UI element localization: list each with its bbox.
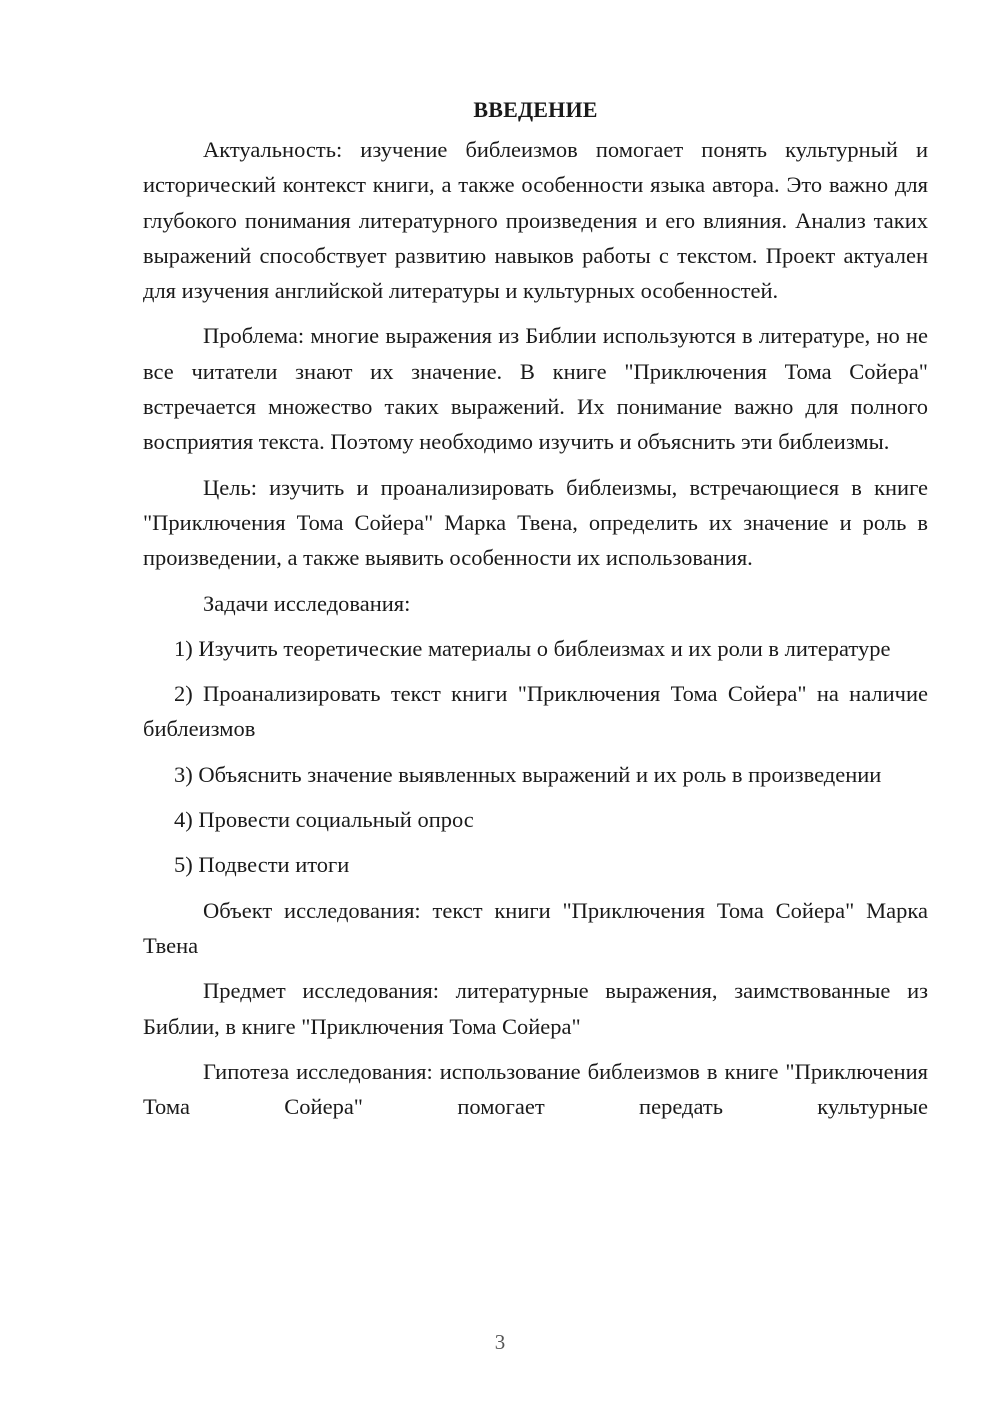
paragraph-object: Объект исследования: текст книги "Приключения Тома Сойера" Марка Твена [143, 897, 928, 958]
list-item: 1) Изучить теоретические материалы о библеизмах и их роли в литературе [174, 635, 891, 661]
list-item: 5) Подвести итоги [174, 852, 350, 878]
tasks-heading: Задачи исследования: [203, 590, 411, 616]
paragraph-goal: Цель: изучить и проанализировать библеизмы, встречающиеся в книге "Приключения Тома Сойера" Марка Твена, определить их значение и роль в произведении, а также выявить особенности их использования. [143, 474, 928, 571]
list-item: 2) Проанализировать текст книги "Приключения Тома Сойера" на наличие библеизмов [143, 681, 928, 742]
paragraph-subject: Предмет исследования: литературные выражения, заимствованные из Библии, в книге "Приключения Тома Сойера" [143, 978, 928, 1039]
list-item: 3) Объяснить значение выявленных выражений и их роль в произведении [174, 761, 882, 787]
list-item: 4) Провести социальный опрос [174, 807, 474, 833]
page-number: 3 [494, 1330, 506, 1354]
paragraph-hypothesis: Гипотеза исследования: использование библеизмов в книге "Приключения Тома Сойера" помогает передать культурные [143, 1058, 928, 1120]
page-title: ВВЕДЕНИЕ [473, 97, 598, 122]
document-page [143, 92, 928, 1134]
paragraph-problem: Проблема: многие выражения из Библии используются в литературе, но не все читатели знают их значение. В книге "Приключения Тома Сойера" встречается множество таких выражений. Их понимание важно для полного восприятия текста. Поэтому необходимо изучить и объяснить эти библеизмы. [143, 323, 928, 455]
paragraph-relevance: Актуальность: изучение библеизмов помогает понять культурный и исторический контекст книги, а также особенности языка автора. Это важно для глубокого понимания литературного произведения и его влияния. Анализ таких выражений способствует развитию навыков работы с текстом. Проект актуален для изучения английской литературы и культурных особенностей. [143, 137, 928, 304]
